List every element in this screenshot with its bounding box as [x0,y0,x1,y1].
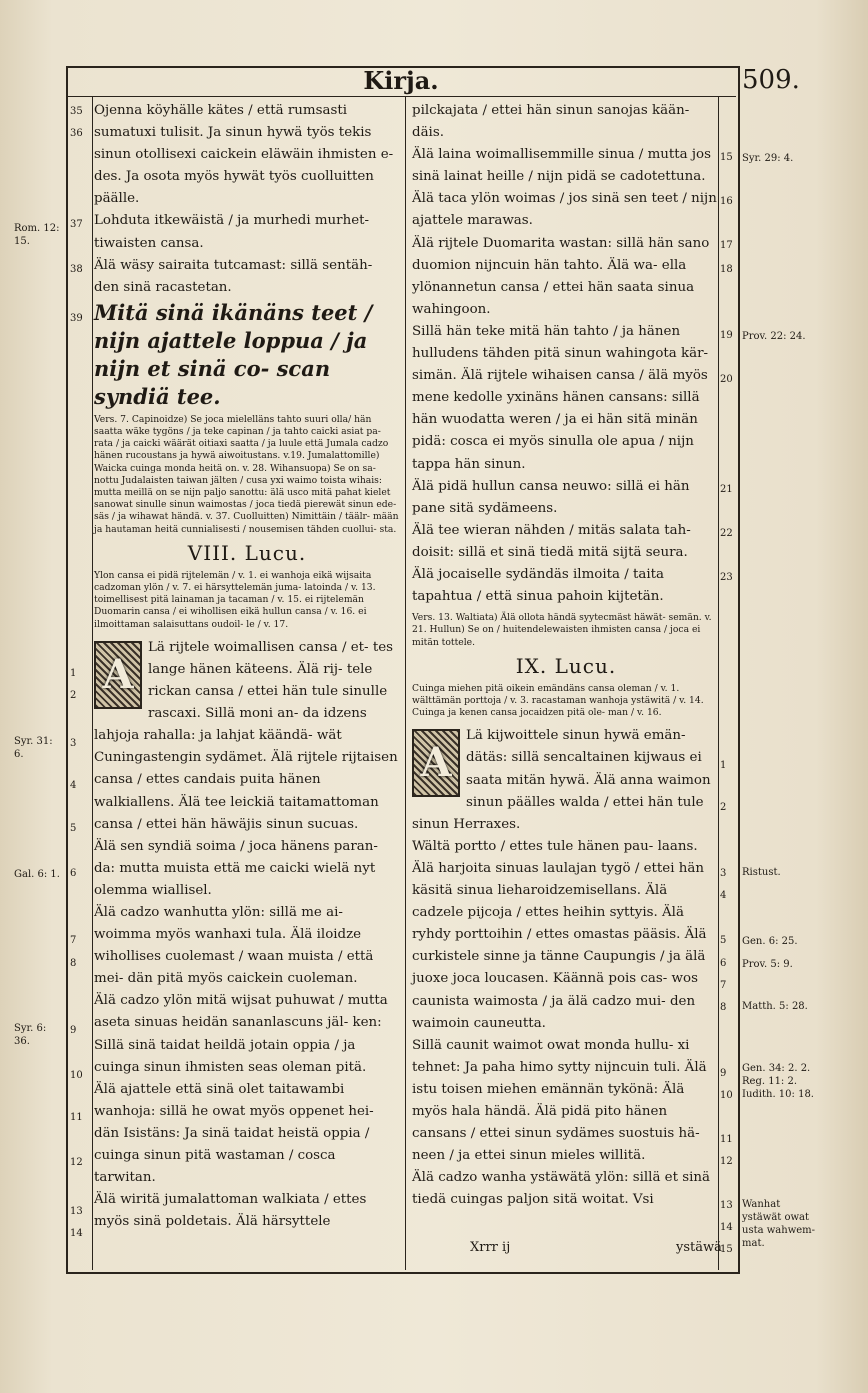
chapter-summary: Ylon cansa ei pidä rijtelemän / v. 1. ei wanhoja eikä wijsaita cadzoman ylön / v. 7. ei härsyttelemän juma- latoinda / v. 13. toimellisest pitä lainaman ja tacaman / v. 15. ei rijtelemän Duomarin cansa / ei wihollisen eikä hullun cansa / v. 16. ei ilmoittaman salaisuttans oudoil- le / v. 17. [94,569,376,630]
decorated-initial [412,729,460,797]
verse-number: 17 [720,240,733,251]
verse-number: 5 [720,935,727,946]
column-divider [405,96,406,1270]
page-number: 509. [742,65,800,95]
verse-number: 10 [720,1090,733,1101]
verse-number: 4 [720,890,727,901]
running-title: Kirja. [363,66,439,95]
verse-number: 16 [720,196,733,207]
verse-number: 18 [720,264,733,275]
verse-number: 14 [70,1228,83,1239]
verse-number: 2 [720,802,727,813]
verse-number: 37 [70,219,83,230]
paragraph: Älä jocaiselle sydändäs ilmoita / taita tapahtua / että sinua pahoin kijtetän. [412,566,665,605]
verse-number: 11 [70,1112,83,1123]
paragraph: Älä wäsy sairaita tutcamast: sillä sentäh- den sinä racastetan. [94,257,373,295]
initial-letter: A [420,739,452,787]
verse-number: 9 [70,1025,77,1036]
paragraph: Älä taca ylön woimas / jos sinä sen teet / nijn ajattele marawas. [412,191,717,229]
gloss-note: Vers. 13. Waltiata) Älä ollota händä syytecmäst häwät- semän. v. 21. Hullun) Se on / huitendelewaisten ihmisten cansa / joca ei mitän tottele. [412,612,712,648]
margin-reference: Syr. 31: 6. [14,736,53,760]
verse-number: 35 [70,106,83,117]
verse-number: 38 [70,264,83,275]
left-number-rule [92,96,93,1270]
verse-number: 12 [720,1156,733,1167]
chapter-summary: Cuinga miehen pitä oikein emändäns cansa oleman / v. 1. wälttämän porttoja / v. 3. racastaman wanhoja ystäwitä / v. 14. Cuinga ja kenen cansa jocaidzen pitä ole- man / v. 16. [412,682,704,719]
verse-number: 6 [720,958,727,969]
verse-number: 7 [70,935,77,946]
verse-number: 22 [720,528,733,539]
verse-number: 12 [70,1157,83,1168]
margin-reference: Syr. 6: 36. [14,1023,47,1047]
decorated-initial [94,641,142,709]
signature-mark: Xrrr ij [470,1240,511,1255]
verse-number: 39 [70,313,83,324]
paragraph: Lä kijwoittele sinun hywä emän- dätäs: sillä sencaltainen kijwaus ei saata mitän hywä. Älä anna waimon sinun päälles walda / ettei hän tule sinun Herraxes. [412,728,711,832]
paragraph: Sillä hän teke mitä hän tahto / ja hänen hulludens tähden pitä sinun wahingota kär- simän. Älä rijtele wihaisen cansa / älä myös mene kedolle yxinäns hänen cansans: sillä hän wuodatta weren / ja ei hän sitä minän pidä: cosca ei myös sinulla ole apua / nijn tappa hän sinun. [412,323,709,472]
left-column [94,100,400,1233]
verse-number: 15 [720,1244,733,1255]
paragraph: Wältä portto / ettes tule hänen pau- laans. Älä harjoita sinuas laulajan tygö / ettei hän käsitä sinua lieharoidzemisellans. Älä cadzele pijcoja / ettes heihin syttyis. Älä ryhdy porttoihin / ettes omastas pääsis. Älä curkistele sinne ja tänne Caupungis / ja älä juoxe joca loucasen. Käännä pois cas- wos caunista waimosta / ja älä cadzo mui- den waimoin cauneutta. [412,838,707,1031]
chapter-title: VIII. Lucu. [187,540,307,565]
verse-number: 23 [720,572,733,583]
paragraph: Älä laina woimallisemmille sinua / mutta jos sinä lainat heille / nijn pidä se cadotettuna. [412,147,711,185]
right-column [412,100,720,1211]
verse-number: 14 [720,1222,733,1233]
verse-number: 1 [720,760,727,771]
verse-number: 13 [720,1200,733,1211]
verse-number: 15 [720,152,733,163]
paragraph: Älä cadzo wanhutta ylön: sillä me ai- woimma myös wanhaxi tula. Älä iloidze wihollises cuolemast / waan muista / että mei- dän pitä myös caickein cuoleman. [94,905,374,987]
paragraph: Älä cadzo wanha ystäwätä ylön: sillä et sinä tiedä cuingas paljon sitä woitat. Vsi [412,1170,711,1208]
paragraph: Sillä caunit waimot owat monda hullu- xi tehnet: Ja paha himo sytty nijncuin tuli. Älä istu toisen miehen emännän tykönä: Älä myös hala händä. Älä pidä pito hänen cansans / ettei sinun sydämes suostuis hä- neen / ja ettei sinun mieles willitä. [412,1037,707,1164]
chapter-title: IX. Lucu. [515,653,617,678]
margin-reference: Gen. 34: 2. 2. Reg. 11: 2. Iudith. 10: 18. [742,1063,814,1100]
paragraph: Lohduta itkewäistä / ja murhedi murhet- tiwaisten cansa. [94,213,370,251]
verse-number: 19 [720,330,733,341]
verse-number: 21 [720,484,733,495]
header-rule [66,96,736,97]
verse-number: 8 [70,958,77,969]
verse-number: 2 [70,690,77,701]
verse-number: 10 [70,1070,83,1081]
paragraph: Älä rijtele Duomarita wastan: sillä hän sano duomion nijncuin hän tahto. Älä wa- ella ylönannetun cansa / ettei hän saata sinua wahingoon. [412,235,710,317]
paragraph: Älä pidä hullun cansa neuwo: sillä ei hän pane sitä sydämeens. [412,478,690,516]
margin-reference: Matth. 5: 28. [742,1001,808,1012]
verse-number: 11 [720,1134,733,1145]
gloss-note: Vers. 7. Capinoidze) Se joca mielelläns tahto suuri olla/ hän saatta wäke tygöns / ja teke capinan / ja tahto caicki asiat pa- rata / ja caicki wäärät oitiaxi saatta / ja luule että Jumala cadzo hänen rucoustans ja hywä aiwoitustans. v.19. Jumalattomille) Waicka cuinga monda heitä on. v. 28. Wihansuopa) Se on sa- nottu Judalaisten taiwan jälten / cusa yxi waimo toista wihais: mutta meillä on se nijn paljo sanottu: älä usco mitä pahat kielet sanowat sinulle sinun waimostas / joca tiedä pierewät sinun ede- säs / ja wihawat händä. v. 37. Cuolluitten) Nimittäin / täälr- mään ja hautaman heitä cunnialisesti / nousemisen tähden cuollui- sta. [94,413,399,535]
margin-reference: Gen. 6: 25. [742,936,798,947]
verse-number: 8 [720,1002,727,1013]
paragraph: Lä rijtele woimallisen cansa / et- tes lange hänen käteens. Älä rij- tele rickan cansa / ettei hän tule sinulle rascaxi. Sillä moni an- da idzens lahjoja rahalla: ja lahjat käändä- wät Cuningastengin sydämet. Älä rijtele rijtaisen cansa / ettes candais puita hänen walkiallens. Älä tee leickiä taitamattoman cansa / ettei hän häwäjis sinun sucuas. [94,639,398,832]
verse-number: 13 [70,1206,83,1217]
paragraph: Älä sen syndiä soima / joca hänens paran- da: mutta muista että me caicki wielä nyt olemma wiallisel. [94,838,378,898]
verse-number: 36 [70,128,83,139]
verse-number: 3 [70,738,77,749]
margin-reference: Prov. 22: 24. [742,331,806,342]
verse-number: 3 [720,868,727,879]
verse-number: 6 [70,868,77,879]
margin-reference: Syr. 29: 4. [742,153,794,164]
paragraph: Älä wiritä jumalattoman walkiata / ettes myös sinä poldetais. Älä härsyttele [94,1192,367,1230]
paragraph: Älä cadzo ylön mitä wijsat puhuwat / mutta aseta sinuas heidän sananlascuns jäl- ken: Sillä sinä taidat heildä jotain oppia / ja cuinga sinun ihmisten seas oleman pitä. [94,993,388,1075]
paragraph: Älä ajattele että sinä olet taitawambi wanhoja: sillä he owat myös oppenet hei- dän Isistäns: Ja sinä taidat heistä oppia / cuinga sinun pitä wastaman / cosca tarwitan. [94,1081,374,1186]
margin-reference: Gal. 6: 1. [14,869,60,880]
verse-number: 5 [70,823,77,834]
initial-letter: A [102,650,134,698]
emphasized-verse: Mitä sinä ikänäns teet / nijn ajattele loppua / ja nijn et sinä co- scan syndiä tee. [94,299,373,409]
margin-reference: Rom. 12: 15. [14,223,60,247]
paragraph: Ojenna köyhälle kätes / että rumsasti sumatuxi tulisit. Ja sinun hywä työs tekis sinun otollisexi caickein eläwäin ihmisten e- des. Ja osota myös hywät työs cuolluitten päälle. [94,103,394,207]
paragraph: Älä tee wieran nähden / mitäs salata tah- doisit: sillä et sinä tiedä mitä sijtä seura. [412,522,691,560]
margin-reference: Ristust. [742,867,781,878]
verse-number: 20 [720,374,733,385]
verse-number: 4 [70,780,77,791]
margin-reference: Prov. 5: 9. [742,959,793,970]
paragraph: pilckajata / ettei hän sinun sanojas kään- däis. [412,103,690,141]
verse-number: 1 [70,668,77,679]
margin-reference: Wanhat ystäwät owat usta wahwem- mat. [742,1199,816,1249]
verse-number: 7 [720,980,727,991]
verse-number: 9 [720,1068,727,1079]
catchword: ystäwä [676,1240,722,1255]
